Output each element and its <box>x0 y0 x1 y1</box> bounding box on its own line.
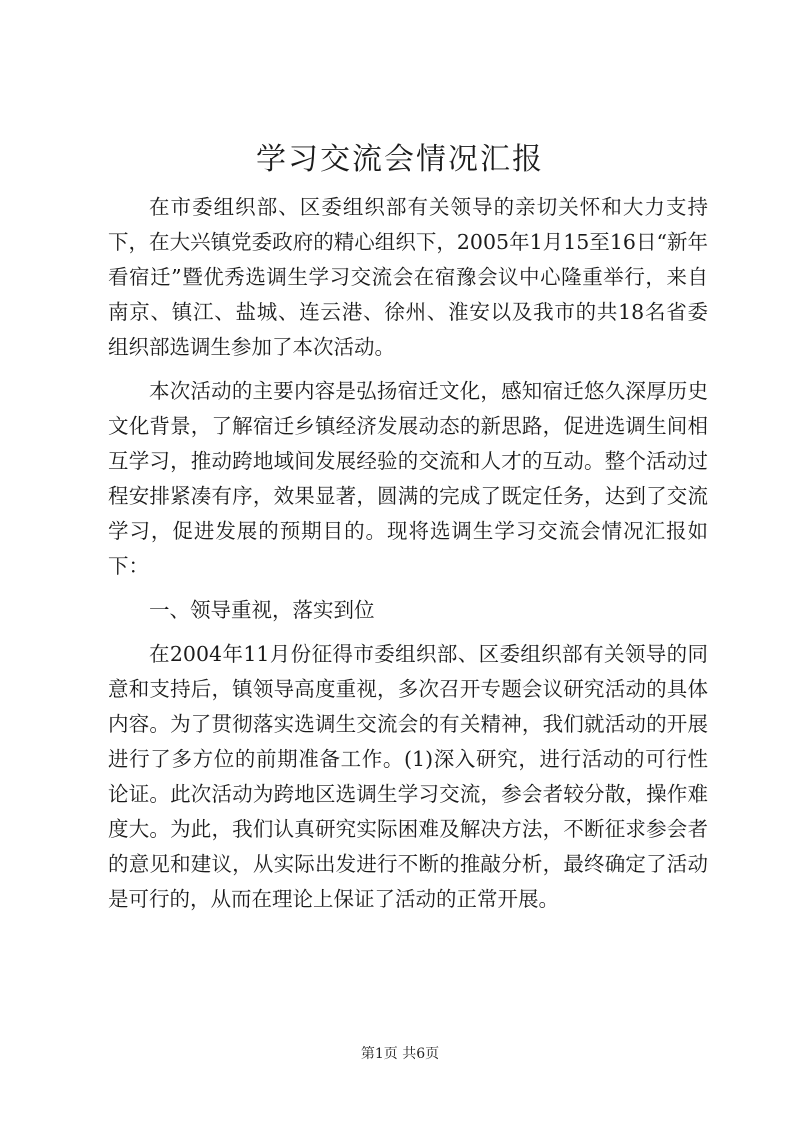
paragraph-preparation: 在2004年11月份征得市委组织部、区委组织部有关领导的同意和支持后，镇领导高度重视，多次召开专题会议研究活动的具体内容。为了贯彻落实选调生交流会的有关精神，我们就活动的开展进行了多方位的前期准备工作。(1)深入研究，进行活动的可行性论证。此次活动为跨地区选调生学习交流，参会者较分散，操作难度大。为此，我们认真研究实际困难及解决方法，不断征求参会者的意见和建议，从实际出发进行不断的推敲分析，最终确定了活动是可行的，从而在理论上保证了活动的正常开展。 <box>108 642 708 911</box>
document-title: 学习交流会情况汇报 <box>256 142 544 177</box>
paragraph-intro: 在市委组织部、区委组织部有关领导的亲切关怀和大力支持下，在大兴镇党委政府的精心组织下，2005年1月15至16日“新年看宿迁”暨优秀选调生学习交流会在宿豫会议中心隆重举行，来自南京、镇江、盐城、连云港、徐州、淮安以及我市的共18名省委组织部选调生参加了本次活动。 <box>108 195 708 359</box>
document-body <box>108 190 708 926</box>
page-number-footer: 第1页 共6页 <box>360 1046 440 1062</box>
section-heading-leadership: 一、领导重视，落实到位 <box>149 598 375 622</box>
paragraph-activity-content: 本次活动的主要内容是弘扬宿迁文化，感知宿迁悠久深厚历史文化背景，了解宿迁乡镇经济发展动态的新思路，促进选调生间相互学习，推动跨地域间发展经验的交流和人才的互动。整个活动过程安排紧凑有序，效果显著，圆满的完成了既定任务，达到了交流学习，促进发展的预期目的。现将选调生学习交流会情况汇报如下： <box>108 379 708 578</box>
